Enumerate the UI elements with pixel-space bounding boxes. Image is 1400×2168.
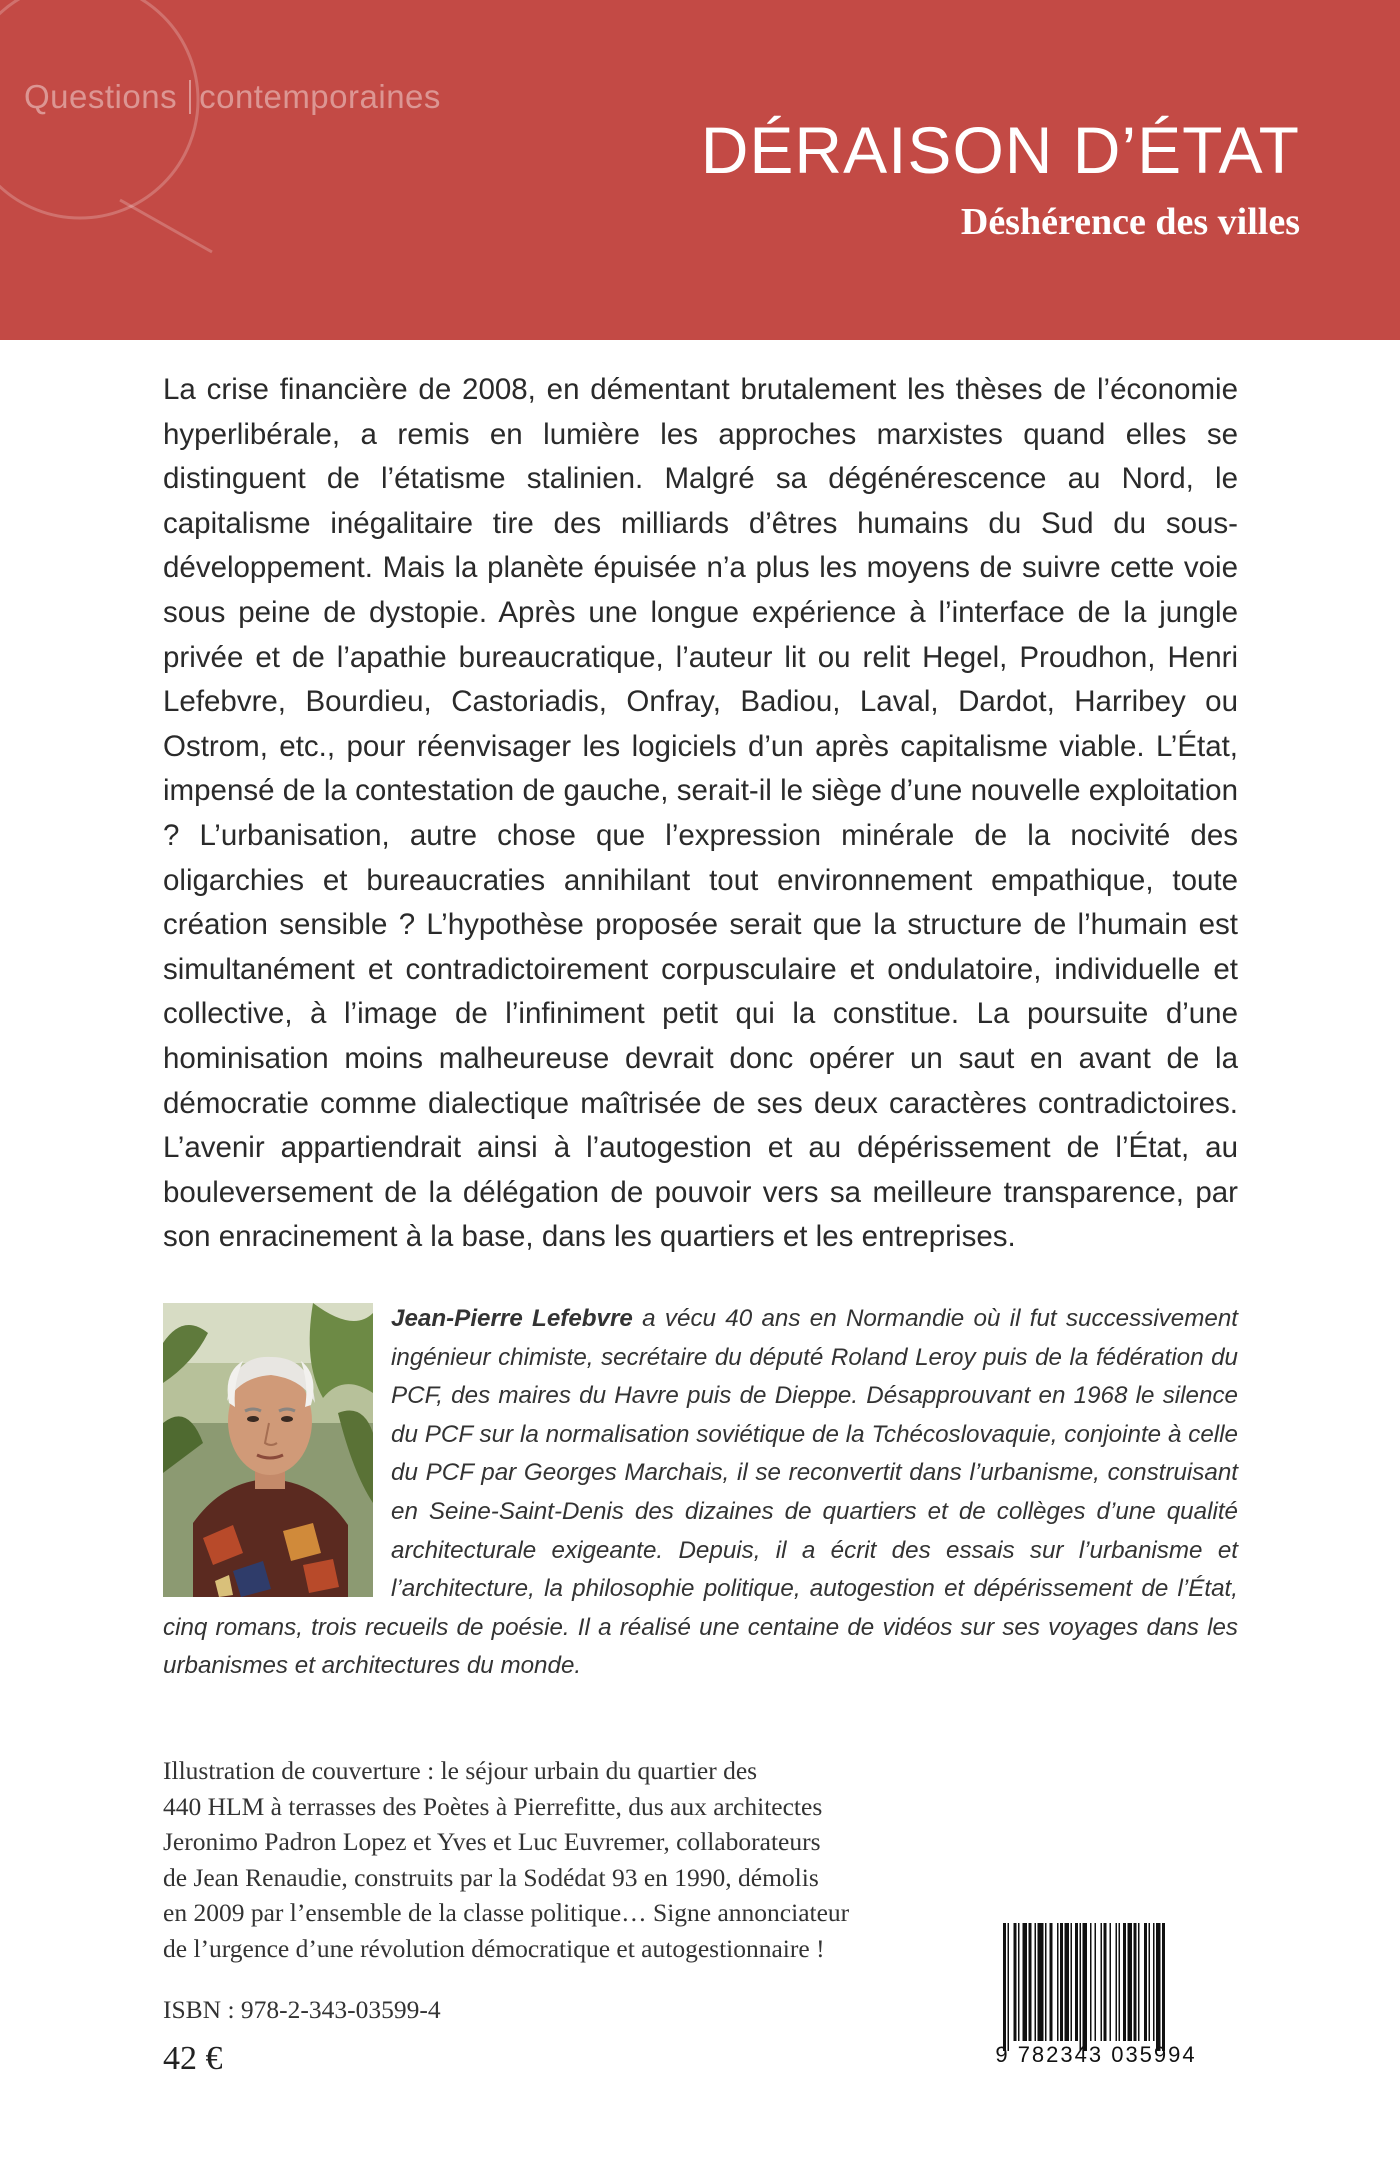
cover-illustration-credit [163,1753,923,1966]
book-subtitle: Déshérence des villes [960,201,1300,243]
cover-credit-line: Jeronimo Padron Lopez et Yves et Luc Euvremer, collaborateurs [163,1827,821,1856]
cover-credit-line: de l’urgence d’une révolution démocratique et autogestionnaire ! [163,1933,825,1963]
barcode-digits: 9 782343 035994 [995,2042,1197,2067]
photo-wrap-space [163,1300,391,1600]
cover-header-band [0,0,1400,340]
cover-credit-line: en 2009 par l’ensemble de la classe politique… Signe annonciateur [163,1898,850,1927]
cover-credit-line: de Jean Renaudie, construits par la Sodédat 93 en 1990, démolis [163,1862,819,1892]
q-logo-mark [0,0,220,260]
author-biography [163,1300,1238,1686]
price-text: 42 € [163,2040,223,2077]
series-name-left: Questions [24,78,178,115]
back-cover-blurb: La crise financière de 2008, en démentant brutalement les thèses de l’économie hyperlibérale, a remis en lumière les approches marxistes quand elles se distinguent de l’étatisme stalinien. Malgré sa dégénérescence au Nord, le capitalisme inégalitaire tire des milliards d’êtres humains du Sud du sous-développement. Mais la planète épuisée n’a plus les moyens de suivre cette voie sous peine de dystopie. Après une longue expérience à l’interface de la jungle privée et de l’apathie bureaucratique, l’auteur lit ou relit Hegel, Proudhon, Henri Lefebvre, Bourdieu, Castoriadis, Onfray, Badiou, Laval, Dardot, Harribey ou Ostrom, etc., pour réenvisager les logiciels d’un après capitalisme viable. L’État, impensé de la contestation de gauche, serait-il le siège d’une nouvelle exploitation ? L’urbanisation, autre chose que l’expression minérale de la nocivité des oligarchies et bureaucraties annihilant tout environnement empathique, toute création sensible ? L’hypothèse proposée serait que la structure de l’humain est simultanément et contradictoirement corpusculaire et ondulatoire, individuelle et collective, à l’image de l’infiniment petit qui la constitue. La poursuite d’une hominisation moins malheureuse devrait donc opérer un saut en avant de la démocratie comme dialectique maîtrisée de ses deux caractères contradictoires. L’avenir appartiendrait ainsi à l’autogestion et au dépérissement de l’État, au bouleversement de la délégation de pouvoir vers sa meilleure transparence, par son enracinement à la base, dans les quartiers et les entreprises. [163,373,1238,1254]
author-name: Jean-Pierre Lefebvre [391,1305,633,1332]
cover-credit-line: 440 HLM à terrasses des Poètes à Pierrefitte, dus aux architectes [163,1791,823,1821]
cover-credit-line: Illustration de couverture : le séjour urbain du quartier des [163,1756,758,1785]
book-title: DÉRAISON D’ÉTAT [700,113,1300,187]
series-label [24,78,441,116]
series-divider [189,80,191,114]
author-bio-text: a vécu 40 ans en Normandie où il fut successivement ingénieur chimiste, secrétaire du député Roland Leroy puis de la fédération du PCF, des maires du Havre puis de Dieppe. Désapprouvant en 1968 le silence du PCF sur la normalisation soviétique de la Tchécoslovaquie, conjointe à celle du PCF par Georges Marchais, il se reconvertit dans l’urbanisme, construisant en Seine-Saint-Denis des dizaines de quartiers et de collèges d’une qualité architecturale exigeante. Depuis, il a écrit des essais sur l’urbanisme et l’architecture, la philosophie politique, autogestion et dépérissement de l’État, cinq romans, trois recueils de poésie. Il a réalisé une centaine de vidéos sur ses voyages dans les urbanismes et architectures du monde. [163,1305,1239,1680]
series-name-right: contemporaines [199,78,441,115]
isbn-text: ISBN : 978-2-343-03599-4 [163,1995,441,2024]
